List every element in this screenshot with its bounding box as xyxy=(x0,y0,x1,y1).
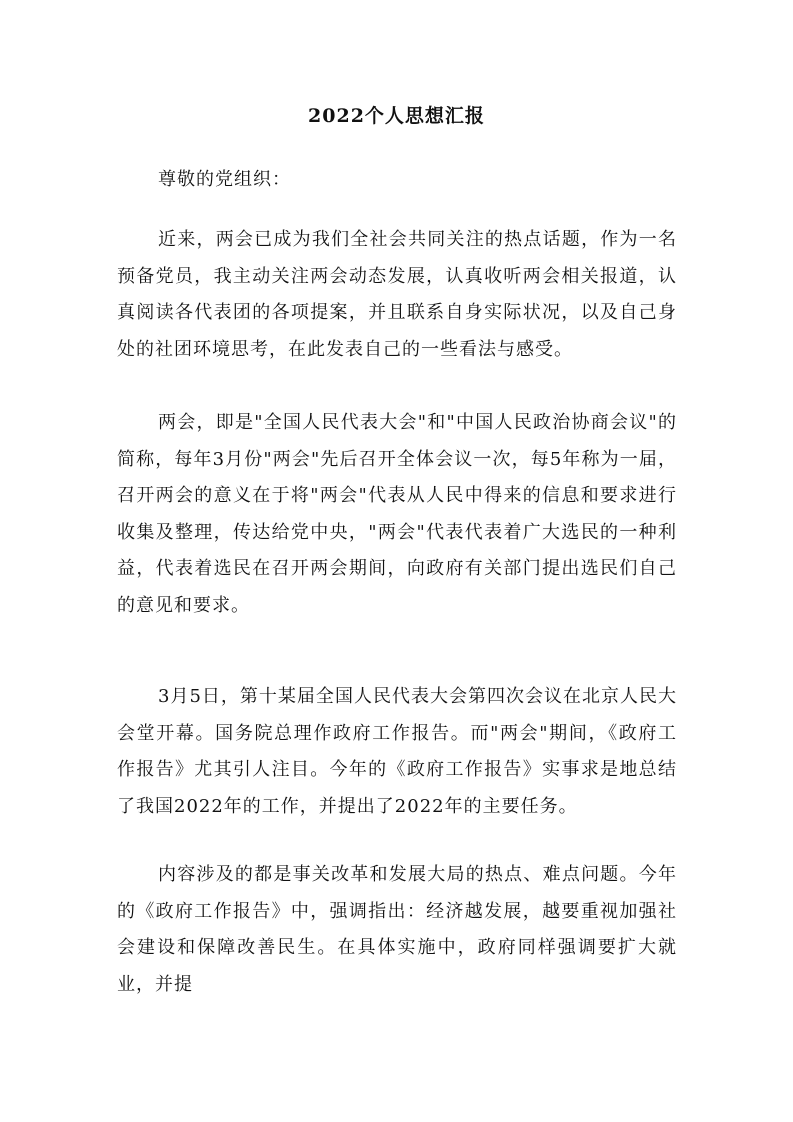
paragraph-4: 内容涉及的都是事关改革和发展大局的热点、难点问题。今年的《政府工作报告》中，强调指出：经济越发展，越要重视加强社会建设和保障改善民生。在具体实施中，政府同样强调要扩大就业，并提 xyxy=(117,864,677,995)
salutation: 尊敬的党组织： xyxy=(158,169,291,190)
document-title: 2022个人思想汇报 xyxy=(308,105,485,127)
paragraph-3: 3月5日，第十某届全国人民代表大会第四次会议在北京人民大会堂开幕。国务院总理作政府工作报告。而"两会"期间，《政府工作报告》尤其引人注目。今年的《政府工作报告》实事求是地总结了我国2022年的工作，并提出了2022年的主要任务。 xyxy=(117,686,677,817)
paragraph-2: 两会，即是"全国人民代表大会"和"中国人民政治协商会议"的简称，每年3月份"两会"先后召开全体会议一次，每5年称为一届，召开两会的意义在于将"两会"代表从人民中得来的信息和要求进行收集及整理，传达给党中央，"两会"代表代表着广大选民的一种利益，代表着选民在召开两会期间，向政府有关部门提出选民们自己的意见和要求。 xyxy=(117,412,677,616)
paragraph-1: 近来，两会已成为我们全社会共同关注的热点话题，作为一名预备党员，我主动关注两会动态发展，认真收听两会相关报道，认真阅读各代表团的各项提案，并且联系自身实际状况，以及自己身处的社团环境思考，在此发表自己的一些看法与感受。 xyxy=(117,229,677,360)
